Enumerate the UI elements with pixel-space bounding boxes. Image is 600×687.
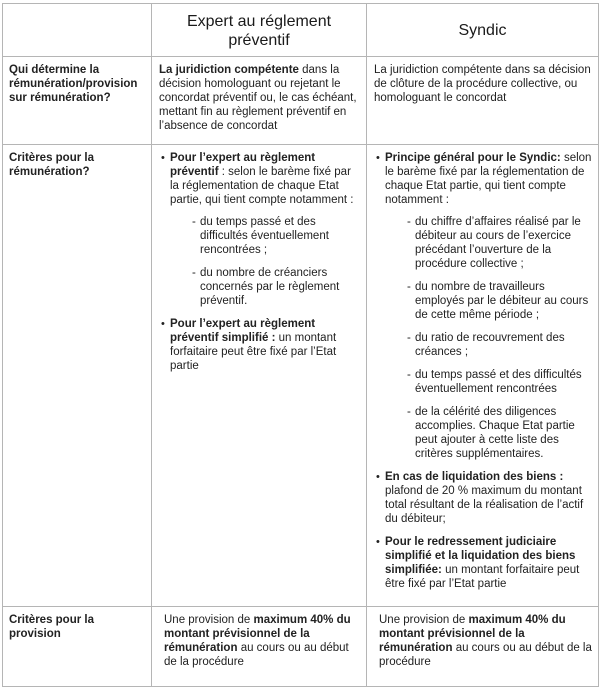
header-row — [3, 4, 599, 57]
row1-expert-text: dans la décision homologuant ou rejetant le concordat préventif ou, le cas échéant, mettant fin au règlement préventif en l’absence de concordat — [159, 64, 357, 132]
row-who-determines — [3, 57, 599, 145]
row2-syndic-sub-5: - de la célérité des diligences accomplies. Chaque Etat partie peut ajouter à cette liste des critères supplémentaires. — [407, 405, 592, 461]
row2-syndic-sub-4: - du temps passé et des difficultés éventuellement rencontrées — [407, 368, 592, 396]
row1-expert-cell — [152, 57, 367, 145]
row2-syndic-sub-2: - du nombre de travailleurs employés par le débiteur au cours de cette même période ; — [407, 280, 592, 322]
comparison-table — [2, 3, 599, 687]
header-empty-cell — [3, 4, 152, 57]
header-expert: Expert au réglement préventif — [152, 4, 367, 57]
row1-syndic-cell — [367, 57, 599, 145]
row2-expert-sub-1: - du temps passé et des difficultés éventuellement rencontrées ; — [192, 215, 360, 257]
comparison-table-container — [2, 3, 598, 668]
row2-expert-sub-2: - du nombre de créanciers concernés par le règlement préventif. — [192, 266, 360, 308]
row2-expert-bullet-2: • Pour l’expert au règlement préventif simplifié : un montant forfaitaire peut être fixé par l’Etat partie — [170, 317, 360, 373]
header-syndic: Syndic — [367, 4, 599, 57]
row2-syndic-cell — [367, 145, 599, 607]
row1-expert-bold: La juridiction compétente — [159, 64, 299, 76]
row2-syndic-bullet-1: • Principe général pour le Syndic: selon le barème fixé par la réglementation de chaque Etat partie, qui tient compte notamment : - du chiffre d’affaires réalisé par le débiteur au cours de l’exercice précédant l’ouverture de la procédure collective ; - du nombre de travailleurs employés par le débiteur au cours de cette même période ; - du ratio de recouvrement des créances ; - du temps passé et des difficultés éventuellement rencontrées - de la célérité des diligences accomplies. Chaque Etat partie peut ajouter à cette liste des critères supplémentaires. — [385, 151, 592, 461]
row-remuneration-criteria — [3, 145, 599, 607]
row2-syndic-sub-3: - du ratio de recouvrement des créances ; — [407, 331, 592, 359]
row1-label-cell: Qui détermine la rémunération/provision sur rémunération? — [3, 57, 152, 145]
row3-label-cell: Critères pour la provision — [3, 607, 152, 687]
row3-expert-cell: Une provision de maximum 40% du montant prévisionnel de la rémunération au cours ou au début de la procédure — [152, 607, 367, 687]
row2-label-cell: Critères pour la rémunération? — [3, 145, 152, 607]
row2-syndic-bullet-3: • Pour le redressement judiciaire simplifié et la liquidation des biens simplifiée: un montant forfaitaire peut être fixé par l’Etat partie — [385, 535, 592, 591]
row2-expert-cell — [152, 145, 367, 607]
row-provision-criteria — [3, 607, 599, 687]
row3-syndic-cell: Une provision de maximum 40% du montant prévisionnel de la rémunération au cours ou au début de la procédure — [367, 607, 599, 687]
row2-syndic-bullet-2: • En cas de liquidation des biens : plafond de 20 % maximum du montant total résultant de la réalisation de l’actif du débiteur; — [385, 470, 592, 526]
row2-syndic-sub-1: - du chiffre d’affaires réalisé par le débiteur au cours de l’exercice précédant l’ouverture de la procédure collective ; — [407, 215, 592, 271]
row1-syndic-text: La juridiction compétente dans sa décision de clôture de la procédure collective, ou homologuant le concordat — [374, 64, 591, 104]
row2-expert-bullet-1: • Pour l’expert au règlement préventif : selon le barème fixé par la réglementation de chaque Etat partie, qui tient compte notamment : - du temps passé et des difficultés éventuellement rencontrées ; - du nombre de créanciers concernés par le règlement préventif. — [170, 151, 360, 308]
